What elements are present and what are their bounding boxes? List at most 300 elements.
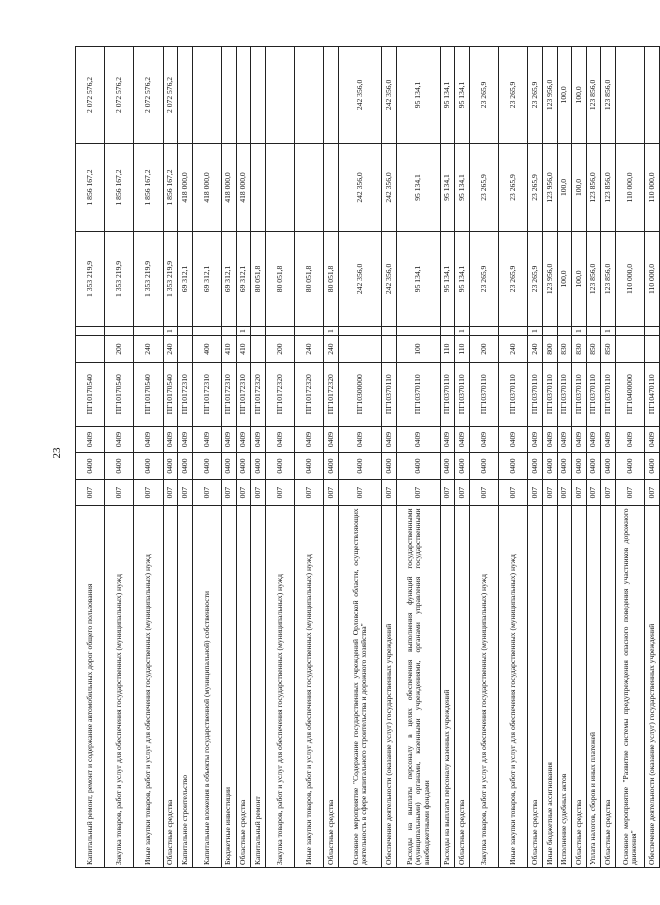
amount-year-1-cell: 100,0: [557, 232, 572, 327]
amount-year-2-cell: [265, 143, 294, 231]
expense-type-cell: 850: [586, 336, 601, 363]
page-number-text: 23: [51, 447, 63, 459]
target-article-cell: ПГ10172310: [236, 362, 251, 426]
row-name-cell: Областные средства: [528, 506, 543, 868]
target-article-cell: ПГ10172310: [192, 362, 221, 426]
row-name-cell: Бюджетные инвестиции: [221, 506, 236, 868]
ministry-code-cell: 007: [294, 479, 323, 506]
row-name-cell: Иные закупки товаров, работ и услуг для обеспечения государственных (муниципальных) нужд: [134, 506, 163, 868]
expense-type-cell: [616, 336, 645, 363]
target-article-cell: ПГ10370110: [499, 362, 528, 426]
amount-year-3-cell: [616, 47, 645, 144]
amount-year-3-cell: [251, 47, 266, 144]
amount-year-3-cell: 95 134,1: [440, 47, 455, 144]
ministry-code-cell: 007: [543, 479, 558, 506]
section-code-cell: 0400: [76, 453, 105, 480]
target-article-cell: ПГ10170540: [134, 362, 163, 426]
subsection-code-cell: 0409: [221, 426, 236, 453]
amount-year-2-cell: 1 856 167,2: [105, 143, 134, 231]
table-row: [455, 47, 470, 868]
subsection-code-cell: 0409: [397, 426, 441, 453]
table-row: [221, 47, 236, 868]
ministry-code-cell: 007: [645, 479, 660, 506]
expense-type-cell: 110: [440, 336, 455, 363]
row-name-cell: Закупка товаров, работ и услуг для обеспечения государственных (муниципальных) нужд: [470, 506, 499, 868]
expense-type-cell: 830: [572, 336, 587, 363]
table-row: [528, 47, 543, 868]
row-name-cell: Уплата налогов, сборов и иных платежей: [586, 506, 601, 868]
row-name-cell: Капитальный ремонт, ремонт и содержание автомобильных дорог общего пользования: [76, 506, 105, 868]
target-article-cell: ПГ10172310: [178, 362, 193, 426]
table-row: [163, 47, 178, 868]
section-code-cell: 0400: [470, 453, 499, 480]
section-code-cell: 0400: [601, 453, 616, 480]
amount-year-2-cell: 418 000,0: [221, 143, 236, 231]
row-name-cell: Областные средства: [324, 506, 339, 868]
section-code-cell: 0400: [499, 453, 528, 480]
subsection-code-cell: 0409: [265, 426, 294, 453]
funding-source-cell: 1: [324, 326, 339, 336]
ministry-code-cell: 007: [586, 479, 601, 506]
ministry-code-cell: 007: [192, 479, 221, 506]
target-article-cell: ПГ10370110: [572, 362, 587, 426]
section-code-cell: 0400: [163, 453, 178, 480]
amount-year-1-cell: 95 134,1: [397, 232, 441, 327]
funding-source-cell: 1: [528, 326, 543, 336]
section-code-cell: 0400: [397, 453, 441, 480]
subsection-code-cell: 0409: [645, 426, 660, 453]
subsection-code-cell: 0409: [543, 426, 558, 453]
funding-source-cell: [543, 326, 558, 336]
amount-year-1-cell: 110 000,0: [616, 232, 645, 327]
row-name-cell: Основное мероприятие "Развитие системы предупреждения опасного поведения участников дорожного движения": [616, 506, 645, 868]
expense-type-cell: 110: [455, 336, 470, 363]
funding-source-cell: [251, 326, 266, 336]
table-row: [236, 47, 251, 868]
expense-type-cell: 240: [324, 336, 339, 363]
amount-year-1-cell: 123 956,0: [543, 232, 558, 327]
table-row: [557, 47, 572, 868]
amount-year-2-cell: 1 856 167,2: [163, 143, 178, 231]
amount-year-3-cell: 242 356,0: [382, 47, 397, 144]
funding-source-cell: [645, 326, 660, 336]
target-article-cell: ПГ10170540: [76, 362, 105, 426]
target-article-cell: ПГ10370110: [601, 362, 616, 426]
row-name-cell: Основное мероприятие "Содержание государственных учреждений Орловской области, осуществляющих деятельность в сфере капитального строительства и дорожного хозяйства": [338, 506, 382, 868]
expense-type-cell: [338, 336, 382, 363]
ministry-code-cell: 007: [105, 479, 134, 506]
amount-year-1-cell: 1 353 219,9: [105, 232, 134, 327]
target-article-cell: ПГ10370110: [543, 362, 558, 426]
expense-type-cell: 240: [528, 336, 543, 363]
row-name-cell: Областные средства: [236, 506, 251, 868]
row-name-cell: Областные средства: [572, 506, 587, 868]
funding-source-cell: [397, 326, 441, 336]
subsection-code-cell: 0409: [499, 426, 528, 453]
ministry-code-cell: 007: [236, 479, 251, 506]
amount-year-2-cell: 242 356,0: [338, 143, 382, 231]
amount-year-3-cell: 123 856,0: [586, 47, 601, 144]
amount-year-3-cell: 100,0: [572, 47, 587, 144]
amount-year-3-cell: [236, 47, 251, 144]
table-row: [470, 47, 499, 868]
amount-year-3-cell: 2 072 576,2: [134, 47, 163, 144]
amount-year-3-cell: 95 134,1: [455, 47, 470, 144]
expense-type-cell: 240: [499, 336, 528, 363]
ministry-code-cell: 007: [440, 479, 455, 506]
subsection-code-cell: 0409: [294, 426, 323, 453]
ministry-code-cell: 007: [499, 479, 528, 506]
funding-source-cell: [382, 326, 397, 336]
section-code-cell: 0400: [586, 453, 601, 480]
section-code-cell: 0400: [455, 453, 470, 480]
table-row: [382, 47, 397, 868]
amount-year-3-cell: [324, 47, 339, 144]
row-name-cell: Расходы на выплаты персоналу в целях обеспечения выполнения функций государственными (муниципальными) органами, казенными учреждениями, органами управления государственными внебюджетными фондами: [397, 506, 441, 868]
expense-type-cell: [382, 336, 397, 363]
target-article-cell: ПГ10370110: [382, 362, 397, 426]
subsection-code-cell: 0409: [440, 426, 455, 453]
subsection-code-cell: 0409: [163, 426, 178, 453]
subsection-code-cell: 0409: [528, 426, 543, 453]
amount-year-3-cell: 23 265,9: [528, 47, 543, 144]
expense-type-cell: 410: [236, 336, 251, 363]
expense-type-cell: 410: [221, 336, 236, 363]
amount-year-1-cell: 242 356,0: [338, 232, 382, 327]
section-code-cell: 0400: [265, 453, 294, 480]
funding-source-cell: [440, 326, 455, 336]
subsection-code-cell: 0409: [382, 426, 397, 453]
target-article-cell: ПГ10470110: [645, 362, 660, 426]
section-code-cell: 0400: [192, 453, 221, 480]
target-article-cell: ПГ10400000: [616, 362, 645, 426]
amount-year-2-cell: 1 856 167,2: [134, 143, 163, 231]
subsection-code-cell: 0409: [470, 426, 499, 453]
subsection-code-cell: 0409: [601, 426, 616, 453]
ministry-code-cell: 007: [221, 479, 236, 506]
funding-source-cell: 1: [572, 326, 587, 336]
amount-year-1-cell: 1 353 219,9: [134, 232, 163, 327]
table-row: [76, 47, 105, 868]
amount-year-1-cell: 80 051,8: [294, 232, 323, 327]
row-name-cell: Капитальное строительство: [178, 506, 193, 868]
row-name-cell: Капитальный ремонт: [251, 506, 266, 868]
amount-year-3-cell: 123 856,0: [601, 47, 616, 144]
expense-type-cell: 100: [397, 336, 441, 363]
expense-type-cell: 200: [470, 336, 499, 363]
table-row: [616, 47, 645, 868]
funding-source-cell: [294, 326, 323, 336]
section-code-cell: 0400: [528, 453, 543, 480]
amount-year-2-cell: [294, 143, 323, 231]
expense-type-cell: [645, 336, 660, 363]
subsection-code-cell: 0409: [178, 426, 193, 453]
funding-source-cell: [178, 326, 193, 336]
subsection-code-cell: 0409: [455, 426, 470, 453]
funding-source-cell: 1: [163, 326, 178, 336]
target-article-cell: ПГ10172320: [324, 362, 339, 426]
funding-source-cell: [134, 326, 163, 336]
expense-type-cell: 850: [601, 336, 616, 363]
funding-source-cell: 1: [236, 326, 251, 336]
expense-type-cell: [251, 336, 266, 363]
ministry-code-cell: 007: [265, 479, 294, 506]
section-code-cell: 0400: [236, 453, 251, 480]
table-row: [586, 47, 601, 868]
ministry-code-cell: 007: [178, 479, 193, 506]
expense-type-cell: 240: [134, 336, 163, 363]
row-name-cell: Иные бюджетные ассигнования: [543, 506, 558, 868]
amount-year-3-cell: 95 134,1: [397, 47, 441, 144]
target-article-cell: ПГ10370110: [557, 362, 572, 426]
table-row: [105, 47, 134, 868]
ministry-code-cell: 007: [572, 479, 587, 506]
expense-type-cell: [76, 336, 105, 363]
table-row: [572, 47, 587, 868]
amount-year-1-cell: 69 312,1: [236, 232, 251, 327]
amount-year-2-cell: 123 856,0: [601, 143, 616, 231]
expense-type-cell: [178, 336, 193, 363]
funding-source-cell: [499, 326, 528, 336]
row-name-cell: Иные закупки товаров, работ и услуг для обеспечения государственных (муниципальных) нужд: [294, 506, 323, 868]
budget-table-body: [76, 47, 660, 868]
target-article-cell: ПГ10170540: [105, 362, 134, 426]
target-article-cell: ПГ10370110: [470, 362, 499, 426]
target-article-cell: ПГ10300000: [338, 362, 382, 426]
funding-source-cell: [221, 326, 236, 336]
table-row: [338, 47, 382, 868]
expense-type-cell: 240: [163, 336, 178, 363]
target-article-cell: ПГ10170540: [163, 362, 178, 426]
ministry-code-cell: 007: [616, 479, 645, 506]
amount-year-1-cell: 100,0: [572, 232, 587, 327]
target-article-cell: ПГ10370110: [455, 362, 470, 426]
section-code-cell: 0400: [338, 453, 382, 480]
budget-table: [75, 46, 660, 868]
target-article-cell: ПГ10370110: [440, 362, 455, 426]
ministry-code-cell: 007: [76, 479, 105, 506]
table-row: [397, 47, 441, 868]
subsection-code-cell: 0409: [251, 426, 266, 453]
amount-year-3-cell: [645, 47, 660, 144]
funding-source-cell: [105, 326, 134, 336]
section-code-cell: 0400: [221, 453, 236, 480]
expense-type-cell: 800: [543, 336, 558, 363]
ministry-code-cell: 007: [557, 479, 572, 506]
amount-year-1-cell: 23 265,9: [499, 232, 528, 327]
subsection-code-cell: 0409: [324, 426, 339, 453]
section-code-cell: 0400: [105, 453, 134, 480]
amount-year-2-cell: 110 000,0: [645, 143, 660, 231]
section-code-cell: 0400: [440, 453, 455, 480]
amount-year-3-cell: 100,0: [557, 47, 572, 144]
budget-table-rotated: [75, 46, 656, 868]
ministry-code-cell: 007: [338, 479, 382, 506]
amount-year-2-cell: 100,0: [557, 143, 572, 231]
table-row: [645, 47, 660, 868]
amount-year-1-cell: 80 051,8: [265, 232, 294, 327]
expense-type-cell: 240: [294, 336, 323, 363]
amount-year-2-cell: 23 265,9: [470, 143, 499, 231]
amount-year-2-cell: 95 134,1: [397, 143, 441, 231]
amount-year-3-cell: 123 956,0: [543, 47, 558, 144]
section-code-cell: 0400: [543, 453, 558, 480]
funding-source-cell: [76, 326, 105, 336]
ministry-code-cell: 007: [528, 479, 543, 506]
target-article-cell: ПГ10370110: [397, 362, 441, 426]
subsection-code-cell: 0409: [76, 426, 105, 453]
amount-year-3-cell: 23 265,9: [470, 47, 499, 144]
subsection-code-cell: 0409: [105, 426, 134, 453]
ministry-code-cell: 007: [455, 479, 470, 506]
section-code-cell: 0400: [382, 453, 397, 480]
amount-year-2-cell: 123 856,0: [586, 143, 601, 231]
row-name-cell: Обеспечение деятельности (оказание услуг) государственных учреждений: [382, 506, 397, 868]
ministry-code-cell: 007: [601, 479, 616, 506]
target-article-cell: ПГ10172310: [221, 362, 236, 426]
funding-source-cell: [338, 326, 382, 336]
section-code-cell: 0400: [557, 453, 572, 480]
target-article-cell: ПГ10370110: [528, 362, 543, 426]
amount-year-3-cell: 2 072 576,2: [163, 47, 178, 144]
amount-year-3-cell: [192, 47, 221, 144]
amount-year-2-cell: 23 265,9: [528, 143, 543, 231]
row-name-cell: Иные закупки товаров, работ и услуг для обеспечения государственных (муниципальных) нужд: [499, 506, 528, 868]
amount-year-2-cell: 110 000,0: [616, 143, 645, 231]
amount-year-3-cell: 2 072 576,2: [76, 47, 105, 144]
row-name-cell: Закупка товаров, работ и услуг для обеспечения государственных (муниципальных) нужд: [265, 506, 294, 868]
amount-year-3-cell: [221, 47, 236, 144]
amount-year-2-cell: [324, 143, 339, 231]
funding-source-cell: [586, 326, 601, 336]
ministry-code-cell: 007: [397, 479, 441, 506]
amount-year-2-cell: 100,0: [572, 143, 587, 231]
expense-type-cell: 830: [557, 336, 572, 363]
funding-source-cell: [470, 326, 499, 336]
subsection-code-cell: 0409: [236, 426, 251, 453]
subsection-code-cell: 0409: [616, 426, 645, 453]
row-name-cell: Областные средства: [455, 506, 470, 868]
amount-year-2-cell: 95 134,1: [455, 143, 470, 231]
section-code-cell: 0400: [572, 453, 587, 480]
table-row: [178, 47, 193, 868]
expense-type-cell: 200: [105, 336, 134, 363]
target-article-cell: ПГ10172320: [294, 362, 323, 426]
subsection-code-cell: 0409: [586, 426, 601, 453]
row-name-cell: Закупка товаров, работ и услуг для обеспечения государственных (муниципальных) нужд: [105, 506, 134, 868]
section-code-cell: 0400: [616, 453, 645, 480]
amount-year-2-cell: 418 000,0: [178, 143, 193, 231]
amount-year-2-cell: 418 000,0: [192, 143, 221, 231]
amount-year-2-cell: 418 000,0: [236, 143, 251, 231]
table-row: [440, 47, 455, 868]
funding-source-cell: [616, 326, 645, 336]
target-article-cell: ПГ10370110: [586, 362, 601, 426]
amount-year-1-cell: 95 134,1: [455, 232, 470, 327]
ministry-code-cell: 007: [324, 479, 339, 506]
row-name-cell: Областные средства: [163, 506, 178, 868]
ministry-code-cell: 007: [382, 479, 397, 506]
subsection-code-cell: 0409: [572, 426, 587, 453]
funding-source-cell: [265, 326, 294, 336]
ministry-code-cell: 007: [163, 479, 178, 506]
row-name-cell: Капитальные вложения в объекты государственной (муниципальной) собственности: [192, 506, 221, 868]
amount-year-2-cell: 242 356,0: [382, 143, 397, 231]
amount-year-1-cell: 242 356,0: [382, 232, 397, 327]
amount-year-1-cell: 1 353 219,9: [76, 232, 105, 327]
amount-year-1-cell: 80 051,8: [324, 232, 339, 327]
section-code-cell: 0400: [134, 453, 163, 480]
amount-year-1-cell: 69 312,1: [192, 232, 221, 327]
target-article-cell: ПГ10172320: [265, 362, 294, 426]
section-code-cell: 0400: [251, 453, 266, 480]
table-row: [192, 47, 221, 868]
amount-year-2-cell: 23 265,9: [499, 143, 528, 231]
ministry-code-cell: 007: [134, 479, 163, 506]
section-code-cell: 0400: [324, 453, 339, 480]
amount-year-1-cell: 69 312,1: [221, 232, 236, 327]
amount-year-1-cell: 110 000,0: [645, 232, 660, 327]
amount-year-2-cell: [251, 143, 266, 231]
row-name-cell: Исполнение судебных актов: [557, 506, 572, 868]
amount-year-3-cell: 2 072 576,2: [105, 47, 134, 144]
ministry-code-cell: 007: [251, 479, 266, 506]
amount-year-2-cell: 123 956,0: [543, 143, 558, 231]
subsection-code-cell: 0409: [134, 426, 163, 453]
funding-source-cell: 1: [601, 326, 616, 336]
amount-year-1-cell: 69 312,1: [178, 232, 193, 327]
amount-year-1-cell: 123 856,0: [586, 232, 601, 327]
funding-source-cell: [192, 326, 221, 336]
table-row: [294, 47, 323, 868]
amount-year-1-cell: 123 856,0: [601, 232, 616, 327]
ministry-code-cell: 007: [470, 479, 499, 506]
row-name-cell: Областные средства: [601, 506, 616, 868]
amount-year-1-cell: 23 265,9: [470, 232, 499, 327]
amount-year-2-cell: 1 856 167,2: [76, 143, 105, 231]
amount-year-1-cell: 95 134,1: [440, 232, 455, 327]
table-row: [543, 47, 558, 868]
expense-type-cell: 400: [192, 336, 221, 363]
row-name-cell: Обеспечение деятельности (оказание услуг) государственных учреждений: [645, 506, 660, 868]
amount-year-3-cell: [178, 47, 193, 144]
amount-year-3-cell: [265, 47, 294, 144]
amount-year-1-cell: 1 353 219,9: [163, 232, 178, 327]
section-code-cell: 0400: [294, 453, 323, 480]
amount-year-2-cell: 95 134,1: [440, 143, 455, 231]
amount-year-3-cell: [294, 47, 323, 144]
subsection-code-cell: 0409: [338, 426, 382, 453]
subsection-code-cell: 0409: [192, 426, 221, 453]
table-row: [251, 47, 266, 868]
page-number: [46, 433, 68, 473]
amount-year-1-cell: 80 051,8: [251, 232, 266, 327]
row-name-cell: Расходы на выплаты персоналу казенных учреждений: [440, 506, 455, 868]
amount-year-3-cell: 23 265,9: [499, 47, 528, 144]
table-row: [134, 47, 163, 868]
target-article-cell: ПГ10172320: [251, 362, 266, 426]
section-code-cell: 0400: [178, 453, 193, 480]
expense-type-cell: 200: [265, 336, 294, 363]
table-row: [265, 47, 294, 868]
section-code-cell: 0400: [645, 453, 660, 480]
table-row: [499, 47, 528, 868]
amount-year-1-cell: 23 265,9: [528, 232, 543, 327]
funding-source-cell: 1: [455, 326, 470, 336]
amount-year-3-cell: 242 356,0: [338, 47, 382, 144]
table-row: [601, 47, 616, 868]
subsection-code-cell: 0409: [557, 426, 572, 453]
